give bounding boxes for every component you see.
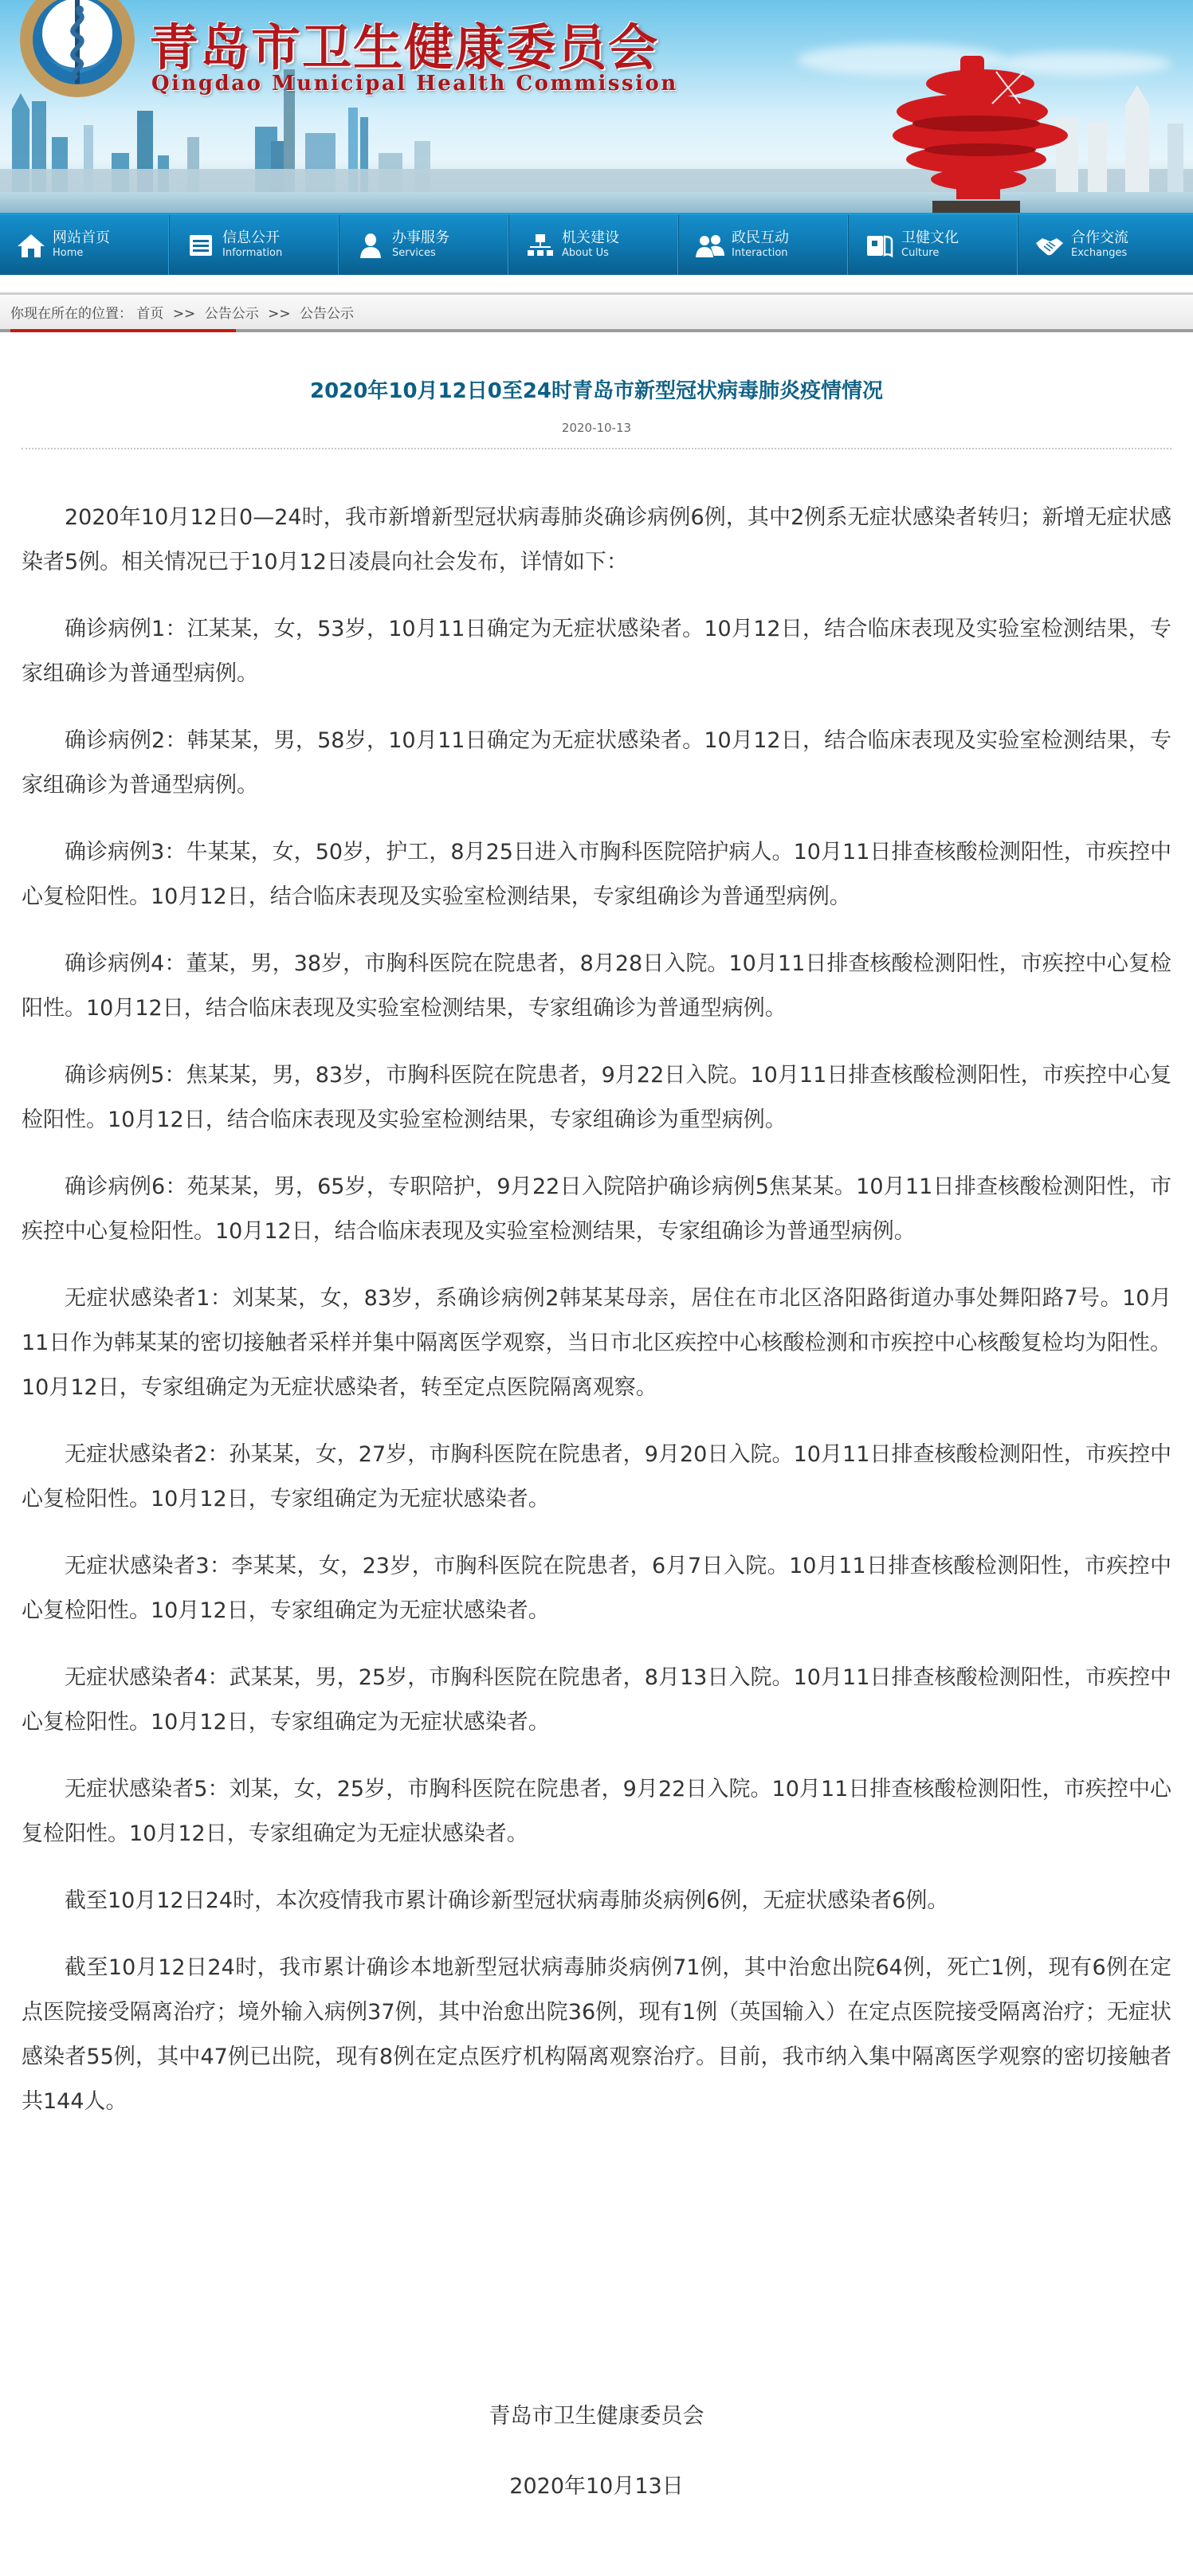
breadcrumb-link-announcements-current[interactable]: 公告公示 [300,306,355,322]
article-signature: 青岛市卫生健康委员会 [489,2404,704,2429]
nav-sublabel: Home [53,247,84,260]
document-icon [186,232,216,259]
article-paragraph-asymptomatic-2: 无症状感染者2：孙某某，女，27岁，市胸科医院在院患者，9月20日入院。10月11日排查核酸检测阳性，市疾控中心复检阳性。10月12日，专家组确定为无症状感染者。 [22,1442,1171,1511]
nav-label: 网站首页 [53,229,110,247]
nav-sublabel: Culture [901,247,940,260]
org-chart-icon [525,232,555,259]
article-paragraph-outbreak-total: 截至10月12日24时，本次疫情我市累计确诊新型冠状病毒肺炎病例6例，无症状感染者6例。 [65,1888,949,1913]
article-paragraph-case-4: 确诊病例4：董某，男，38岁，市胸科医院在院患者，8月28日入院。10月11日排查核酸检测阳性，市疾控中心复检阳性。10月12日，结合临床表现及实验室检测结果，专家组确诊为普通型病例。 [22,951,1171,1021]
main-nav [0,213,1193,275]
breadcrumb-link-announcements[interactable]: 公告公示 [204,306,259,322]
handshake-icon [1034,232,1065,259]
nav-label: 合作交流 [1071,229,1128,247]
breadcrumb [10,302,354,322]
article-paragraph-case-2: 确诊病例2：韩某某，男，58岁，10月11日确定为无症状感染者。10月12日，结合临床表现及实验室检测结果，专家组确诊为普通型病例。 [22,728,1171,798]
article-title: 2020年10月12日0至24时青岛市新型冠状病毒肺炎疫情情况 [310,379,883,403]
article-paragraph-asymptomatic-4: 无症状感染者4：武某某，男，25岁，市胸科医院在院患者，8月13日入院。10月11日排查核酸检测阳性，市疾控中心复检阳性。10月12日，专家组确定为无症状感染者。 [22,1665,1171,1735]
nav-item-exchanges[interactable] [1018,215,1188,275]
site-title-english: Qingdao Municipal Health Commission [151,72,678,96]
breadcrumb-label: 你现在所在的位置： [10,306,132,322]
article-paragraph-case-5: 确诊病例5：焦某某，男，83岁，市胸科医院在院患者，9月22日入院。10月11日排查核酸检测阳性，市疾控中心复检阳性。10月12日，结合临床表现及实验室检测结果，专家组确诊为重型病例。 [22,1063,1171,1132]
nav-label: 办事服务 [392,229,449,247]
nav-item-interaction[interactable] [679,215,849,275]
breadcrumb-separator: >> [172,306,196,322]
article-signature-date: 2020年10月13日 [509,2474,684,2499]
book-icon [865,232,895,259]
nav-sublabel: Services [392,247,436,260]
nav-sublabel: Interaction [732,247,788,260]
article-paragraph-asymptomatic-3: 无症状感染者3：李某某，女，23岁，市胸科医院在院患者，6月7日入院。10月11日排查核酸检测阳性，市疾控中心复检阳性。10月12日，专家组确定为无症状感染者。 [22,1554,1171,1623]
site-banner [0,0,1193,213]
article-paragraph-case-1: 确诊病例1：江某某，女，53岁，10月11日确定为无症状感染者。10月12日，结合临床表现及实验室检测结果，专家组确诊为普通型病例。 [22,617,1171,686]
article-body [22,496,1171,2147]
nav-item-home[interactable] [0,215,170,275]
site-title: 青岛市卫生健康委员会 [149,18,660,76]
breadcrumb-separator: >> [268,306,291,322]
article-paragraph-case-6: 确诊病例6：苑某某，男，65岁，专职陪护，9月22日入院陪护确诊病例5焦某某。10月11日排查核酸检测阳性，市疾控中心复检阳性。10月12日，结合临床表现及实验室检测结果，专家组确诊为普通型病例。 [22,1174,1171,1244]
may-wind-sculpture-image [885,24,1076,213]
nav-item-information[interactable] [170,215,339,275]
nav-item-culture[interactable] [849,215,1018,275]
users-icon [695,232,725,259]
article-paragraph-intro: 2020年10月12日0—24时，我市新增新型冠状病毒肺炎确诊病例6例，其中2例系无症状感染者转归；新增无症状感染者5例。相关情况已于10月12日凌晨向社会发布，详情如下： [22,505,1171,574]
nav-item-about-us[interactable] [509,215,679,275]
breadcrumb-accent-bar [10,329,236,332]
title-divider [22,448,1171,449]
nav-sublabel: Exchanges [1071,247,1128,260]
nav-sublabel: About Us [562,247,609,260]
breadcrumb-link-home[interactable]: 首页 [136,306,164,322]
nav-sublabel: Information [222,247,283,260]
nav-label: 信息公开 [222,229,280,247]
nav-label: 政民互动 [732,229,789,247]
article-paragraph-asymptomatic-5: 无症状感染者5：刘某，女，25岁，市胸科医院在院患者，9月22日入院。10月11日排查核酸检测阳性，市疾控中心复检阳性。10月12日，专家组确定为无症状感染者。 [22,1777,1171,1846]
commission-logo [18,0,137,104]
article-date: 2020-10-13 [561,421,632,435]
article-paragraph-case-3: 确诊病例3：牛某某，女，50岁，护工，8月25日进入市胸科医院陪护病人。10月11日排查核酸检测阳性，市疾控中心复检阳性。10月12日，结合临床表现及实验室检测结果，专家组确诊为普通型病例。 [22,840,1171,909]
person-icon [355,232,386,259]
nav-item-services[interactable] [339,215,509,275]
breadcrumb-bar [0,292,1193,332]
nav-label: 机关建设 [562,229,619,247]
nav-label: 卫健文化 [901,229,959,247]
article-paragraph-asymptomatic-1: 无症状感染者1：刘某某，女，83岁，系确诊病例2韩某某母亲，居住在市北区洛阳路街道办事处舞阳路7号。10月11日作为韩某某的密切接触者采样并集中隔离医学观察，当日市北区疾控中心核酸检测和市疾控中心核酸复检均为阳性。10月12日，专家组确定为无症状感染者，转至定点医院隔离观察。 [22,1286,1171,1400]
article-paragraph-cumulative-total: 截至10月12日24时，我市累计确诊本地新型冠状病毒肺炎病例71例，其中治愈出院64例，死亡1例，现有6例在定点医院接受隔离治疗；境外输入病例37例，其中治愈出院36例，现有1例（英国输入）在定点医院接受隔离治疗；无症状感染者55例，其中47例已出院，现有8例在定点医疗机构隔离观察治疗。目前，我市纳入集中隔离医学观察的密切接触者共144人。 [22,1955,1171,2114]
home-icon [16,232,46,259]
